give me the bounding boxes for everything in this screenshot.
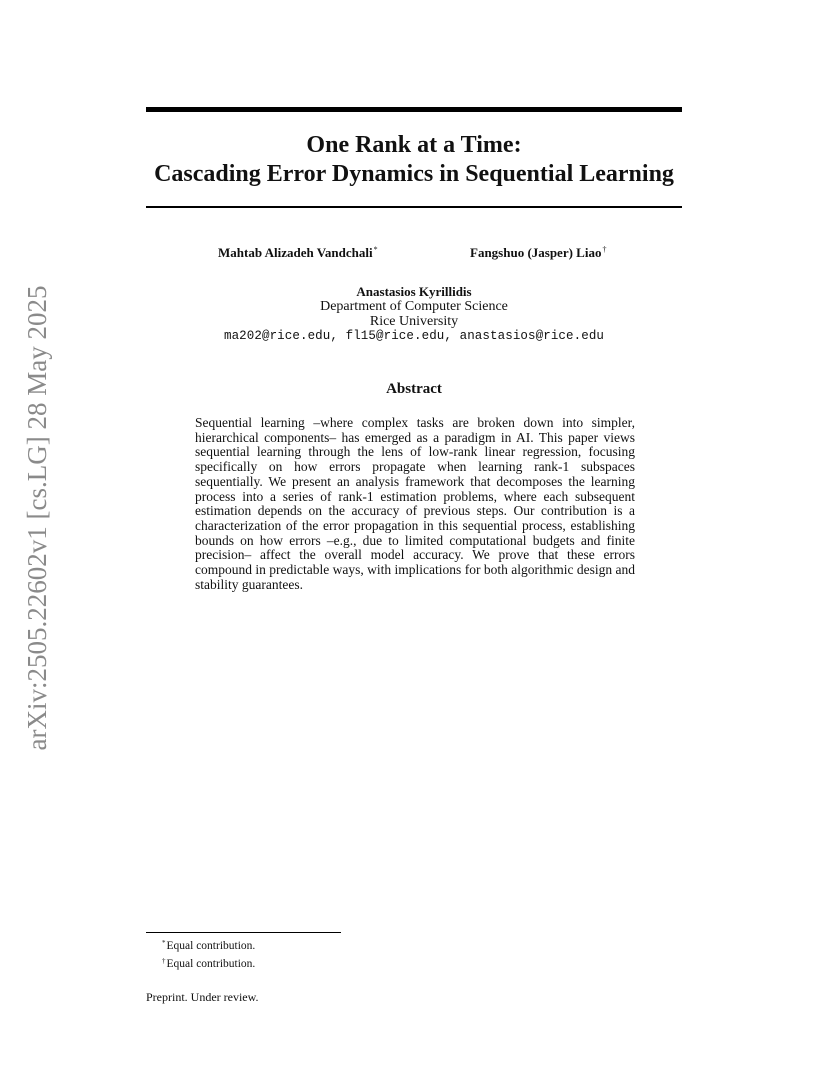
footnote-1-text: Equal contribution. [166, 940, 256, 952]
preprint-note: Preprint. Under review. [146, 990, 259, 1004]
footnote-2 [162, 954, 255, 972]
author-1-mark: * [373, 245, 378, 254]
paper-title [146, 131, 682, 189]
affiliation-block [146, 284, 682, 344]
university: Rice University [369, 314, 459, 329]
title-line-1: One Rank at a Time: [306, 132, 522, 158]
author-emails: ma202@rice.edu, fl15@rice.edu, anastasios@rice.edu [223, 329, 605, 343]
author-1-name: Mahtab Alizadeh Vandchali [218, 245, 373, 260]
author-3-name: Anastasios Kyrillidis [356, 284, 472, 299]
title-top-rule [146, 107, 682, 112]
abstract-text: Sequential learning –where complex tasks are broken down into simpler, hierarchical components– has emerged as a paradigm in AI. This paper views sequential learning through the lens of low-rank linear regression, focusing specifically on how errors propagate when learning rank-1 subspaces sequentially. We present an analysis framework that decomposes the learning process into a series of rank-1 estimation problems, where each subsequent estimation depends on the accuracy of previous steps. Our contribution is a characterization of the error propagation in this sequential process, establishing bounds on how errors –e.g., due to limited computational budgets and finite precision– affect the overall model accuracy. We prove that these errors compound in predictable ways, with implications for both algorithmic design and stability guarantees. [195, 415, 635, 592]
footnote-1-mark: * [162, 939, 166, 947]
author-1 [218, 245, 378, 261]
author-2-name: Fangshuo (Jasper) Liao [470, 245, 602, 260]
arxiv-stamp-text: arXiv:2505.22602v1 [cs.LG] 28 May 2025 [22, 285, 52, 751]
footnote-rule [146, 932, 341, 933]
arxiv-stamp [16, 278, 58, 758]
footnote-2-mark: † [162, 957, 166, 965]
author-2-mark: † [602, 245, 607, 254]
abstract-heading: Abstract [386, 381, 442, 397]
title-line-2: Cascading Error Dynamics in Sequential Learning [154, 161, 674, 187]
footnotes [162, 936, 255, 972]
footnote-2-text: Equal contribution. [166, 958, 256, 970]
title-bottom-rule [146, 206, 682, 208]
footnote-1 [162, 936, 255, 954]
department: Department of Computer Science [320, 299, 508, 314]
author-2 [470, 245, 606, 261]
